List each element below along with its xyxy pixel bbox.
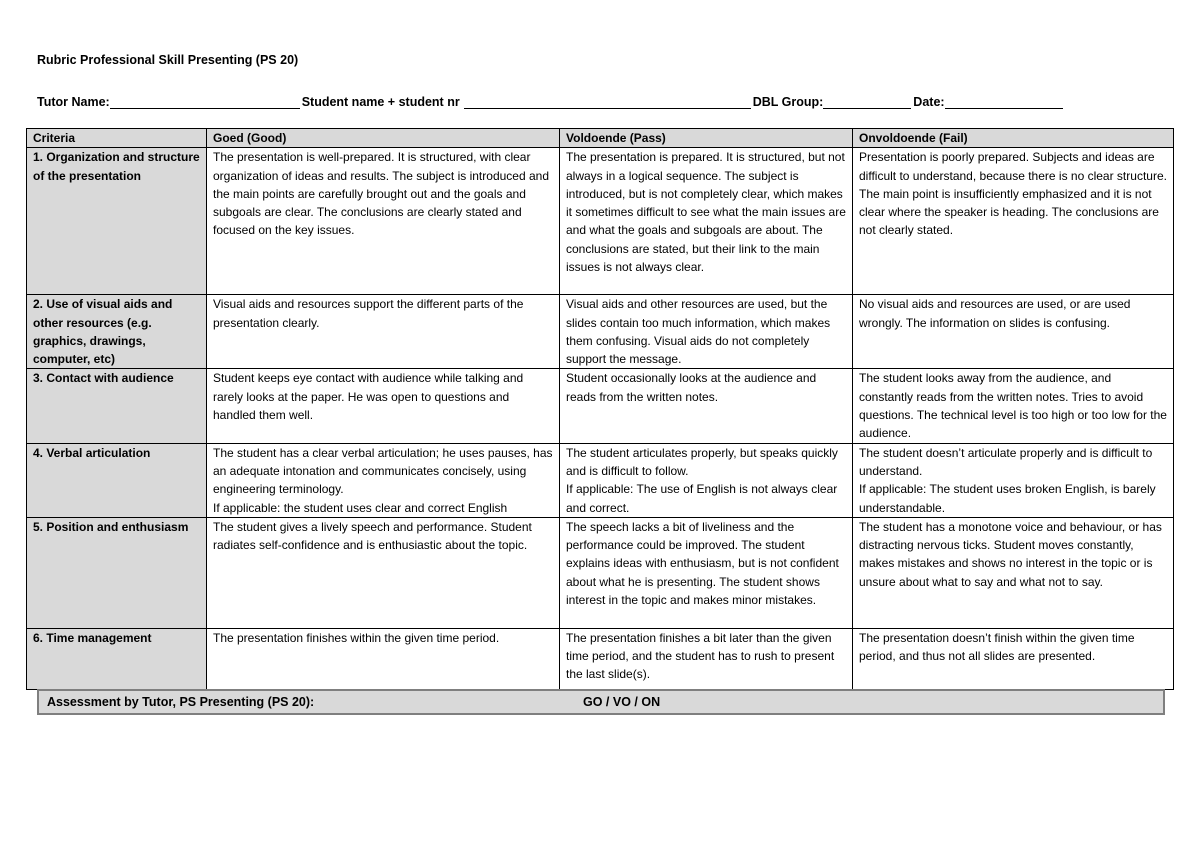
pass-cell: The presentation finishes a bit later than the given time period, and the student has to rush to present the last slide(s). (560, 628, 853, 689)
page-title: Rubric Professional Skill Presenting (PS 20) (37, 53, 299, 67)
fail-cell: The student looks away from the audience, and constantly reads from the written notes. Tries to avoid questions. The technical level is too high or too low for the audience. (853, 369, 1174, 443)
good-cell: Visual aids and resources support the different parts of the presentation clearly. (207, 295, 560, 369)
fail-cell: No visual aids and resources are used, or are used wrongly. The information on slides is confusing. (853, 295, 1174, 369)
tutor-name-label: Tutor Name: (37, 95, 110, 109)
good-cell: The student has a clear verbal articulation; he uses pauses, has an adequate intonation and communicates concisely, using engineering terminology. If applicable: the student uses clear and correct English (207, 443, 560, 517)
pass-cell: The student articulates properly, but speaks quickly and is difficult to follow. If applicable: The use of English is not always clear and correct. (560, 443, 853, 517)
good-cell: The presentation finishes within the given time period. (207, 628, 560, 689)
table-row (27, 369, 1174, 443)
table-row (27, 295, 1174, 369)
table-row (27, 628, 1174, 689)
header-fail: Onvoldoende (Fail) (853, 129, 1174, 148)
student-name-label: Student name + student nr (301, 95, 460, 109)
info-line (37, 95, 1065, 109)
criteria-cell: 6. Time management (27, 628, 207, 689)
rubric-table (26, 128, 1174, 690)
good-cell: The student gives a lively speech and performance. Student radiates self-confidence and is enthusiastic about the topic. (207, 517, 560, 628)
header-criteria: Criteria (27, 129, 207, 148)
table-row (27, 517, 1174, 628)
pass-cell: The speech lacks a bit of liveliness and the performance could be improved. The student explains ideas with enthusiasm, but is not confident about what he is presenting. The student shows interest in the topic and makes minor mistakes. (560, 517, 853, 628)
dbl-group-label: DBL Group: (752, 95, 824, 109)
header-good: Goed (Good) (207, 129, 560, 148)
header-row (27, 129, 1174, 148)
good-cell: Student keeps eye contact with audience while talking and rarely looks at the paper. He was open to questions and handled them well. (207, 369, 560, 443)
table-row (27, 148, 1174, 295)
student-name-field[interactable] (464, 95, 751, 109)
header-pass: Voldoende (Pass) (560, 129, 853, 148)
dbl-group-field[interactable] (823, 95, 911, 109)
pass-cell: The presentation is prepared. It is structured, but not always in a logical sequence. The subject is introduced, but is not completely clear, which makes it sometimes difficult to see what the main issues are and what the goals and subgoals are about. The conclusions are stated, but their link to the main issues is not always clear. (560, 148, 853, 295)
criteria-cell: 5. Position and enthusiasm (27, 517, 207, 628)
criteria-cell: 2. Use of visual aids and other resources (e.g. graphics, drawings, computer, etc) (27, 295, 207, 369)
fail-cell: The student has a monotone voice and behaviour, or has distracting nervous ticks. Student moves constantly, makes mistakes and shows no interest in the topic or is unsure about what to say and what not to say. (853, 517, 1174, 628)
assessment-label: Assessment by Tutor, PS Presenting (PS 20): (47, 695, 315, 709)
tutor-name-field[interactable] (110, 95, 300, 109)
pass-cell: Student occasionally looks at the audience and reads from the written notes. (560, 369, 853, 443)
criteria-cell: 1. Organization and structure of the presentation (27, 148, 207, 295)
assessment-options[interactable]: GO / VO / ON (583, 695, 661, 709)
pass-cell: Visual aids and other resources are used, but the slides contain too much information, which makes them confusing. Visual aids do not completely support the message. (560, 295, 853, 369)
fail-cell: The presentation doesn’t finish within the given time period, and thus not all slides are presented. (853, 628, 1174, 689)
fail-cell: The student doesn’t articulate properly and is difficult to understand. If applicable: The student uses broken English, is barely understandable. (853, 443, 1174, 517)
date-field[interactable] (945, 95, 1063, 109)
good-cell: The presentation is well-prepared. It is structured, with clear organization of ideas and results. The subject is introduced and the main points are carefully brought out and the goals and subgoals are clear. The conclusions are clearly stated and focused on the key issues. (207, 148, 560, 295)
criteria-cell: 3. Contact with audience (27, 369, 207, 443)
fail-cell: Presentation is poorly prepared. Subjects and ideas are difficult to understand, because there is no clear structure. The main point is insufficiently emphasized and it is not clear where the speaker is heading. The conclusions are not clearly stated. (853, 148, 1174, 295)
assessment-bar (37, 689, 1165, 715)
table-row (27, 443, 1174, 517)
date-label: Date: (913, 95, 945, 109)
criteria-cell: 4. Verbal articulation (27, 443, 207, 517)
